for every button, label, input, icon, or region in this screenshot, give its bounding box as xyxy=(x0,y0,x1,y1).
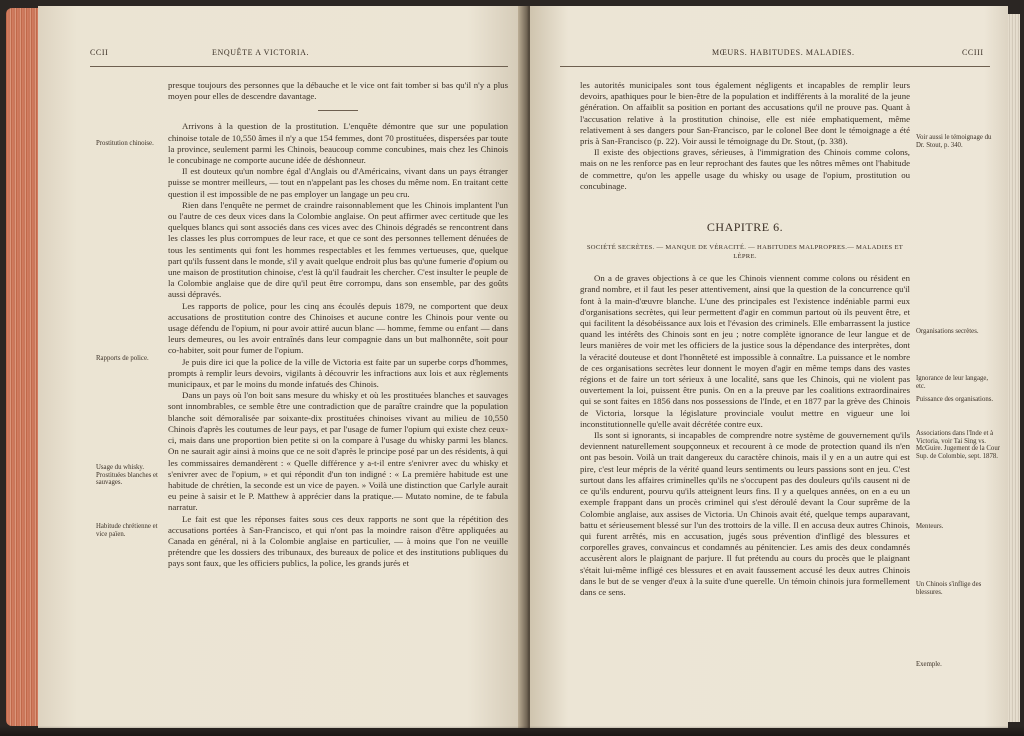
margin-note: Usage du whisky. Prostituées blanches et sauvages. xyxy=(96,464,158,487)
header-rule xyxy=(560,66,990,67)
paragraph: Rien dans l'enquête ne permet de craindre raisonnablement que les Chinois implantent l'un ou l'autre de ces deux vices dans la Colombie anglaise. On peut affirmer avec certitude que les quelques blancs qui sont associés dans ces vices avec des Chinois dégradés se rencontrent dans les classes les plus corrompues de leur race, et que ce sont des personnes tellement dénuées de tous les sentiments qui font les hommes respectables et les femmes vertueuses, que, quelque part qu'ils fussent dans le monde, s'il y avait quelque endroit plus bas qu'une fumerie d'opium ou une maison de prostitution chinoise, c'est là qu'il faudrait les chercher. C'est insulter le peuple de la Colombie anglaise que de dire qu'il peut être corrompu, dans son ensemble, par des goûts aussi dépravés. xyxy=(168,199,508,300)
margin-note: Un Chinois s'inflige des blessures. xyxy=(916,581,982,596)
chapter-title: CHAPITRE 6. xyxy=(706,220,784,235)
left-body xyxy=(168,80,508,570)
margin-note: Rapports de police. xyxy=(96,355,149,362)
paragraph: les autorités municipales sont tous également négligents et incapables de remplir leurs devoirs, apathiques pour le bien-être de la population et indifférents à la moralité de la jeune génération. On affaiblit sa position en portant des accusations qu'il ne prouve pas. Quant à l'accusation relative à la prostitution chinoise, elle est niée emphatiquement, même relativement à ses dangers pour San-Francisco, par le colonel Bee dont le témoignage a été pris à San-Francisco (p. 22). Voir aussi le témoignage du Dr. Stout, (p. 338). xyxy=(580,80,910,147)
page-edges-right xyxy=(1006,14,1020,722)
left-page xyxy=(38,6,526,728)
page-edges-left xyxy=(6,8,40,726)
margin-note: Prostitution chinoise. xyxy=(96,140,154,147)
margin-note: Exemple. xyxy=(916,661,942,668)
paragraph: Ils sont si ignorants, si incapables de comprendre notre système de gouvernement qu'ils deviennent naturellement soupçonneux et recourent à ce mode de protection quand ils n'en ont pas besoin. Voilà un trait dangereux du caractère chinois, mais il y en a un autre qui est pire, c'est leur mépris de la vérité quand leurs sentiments ou leurs passions sont en jeu. C'est surtout dans les affaires criminelles qu'ils ne s'occupent pas des douleurs qu'ils causent ni de ce qu'ils endurent, pourvu qu'ils atteignent leurs fins. Il y a quelques années, on en a eu un exemple frappant dans un procès criminel qui s'est déroulé devant la Cour suprême de la Colombie anglaise, aux assises de Victoria. Un Chinois avait été, quelque temps auparavant, battu et sérieusement blessé sur l'un des trottoirs de la ville. Il en accusa deux autres Chinois, qui furent arrêtés, mis en accusation, jugés sous prévention d'infligé des blessures et corporelles graves, convaincus et condamnés au pénitencier. Les amis des deux condamnés accusèrent alors le plaignant de parjure. Il fut prétendu au cours du procès que le plaignant s'était lui-même infligé ces blessures et en avait faussement accusé les deux autres Chinois dans le but de se venger d'eux à la suite d'une querelle. Un témoin chinois jura formellement dans ce sens. xyxy=(580,430,910,597)
margin-note: Ignorance de leur langage, etc. xyxy=(916,375,989,390)
paragraph: Dans un pays où l'on boit sans mesure du whisky et où les prostituées blanches et sauvages sont innombrables, ce semble être une contradiction que de paraître craindre que la population blanche soit démoralisée par soixante-dix prostituées chinoises vivant au milieu de 10,550 Chinois d'après les coutumes de leur pays, et par l'usage de fumer l'opium qui existe chez ceux-ci, mais dans une proportion bien petite si on la compare à l'usage du whisky parmi les blancs. On ne saurait agir ainsi à moins que ce ne soit d'après le principe posé par un des résidents, à qui les commissaires demandèrent : « Quelle différence y a-t-il entre s'enivrer avec du whisky et s'enivrer avec de l'opium, » et qui répondit d'un ton indigné : « La première habitude est une habitude de chrétien, la seconde est un vice de payen. » Voilà une distinction que Carlyle aurait eu peine à saisir et le P. Matthew à apprécier dans la pratique.— Mutato nomine, de te fabula narratur. xyxy=(168,390,508,513)
paragraph: Le fait est que les réponses faites sous ces deux rapports ne sont que la répétition des accusations portées à San-Francisco, et qui n'ont pas la moindre raison d'être appliquées au Canada en général, ni à la Colombie anglaise en particulier, — à moins que l'on ne veuille prétendre que les dossiers des tribunaux, des bureaux de police et des institutions publiques du pays sont faux, que les officiers publics, la police, les grands jurés et xyxy=(168,513,508,569)
right-page-number: CCIII xyxy=(962,48,984,57)
paragraph: Je puis dire ici que la police de la ville de Victoria est faite par un superbe corps d'hommes, prompts à remplir leurs devoirs, vigilants à découvrir les infractions aux lois et aux règlements municipaux, et par le moins du monde infatués des Chinois. xyxy=(168,356,508,390)
right-page xyxy=(530,6,1008,728)
right-body xyxy=(580,80,910,598)
margin-note: Associations dans l'Inde et à Victoria, voir Tai Sing vs. McGuire. Jugement de la Cour Sup. de Colombie, sept. 1878. xyxy=(916,430,1000,460)
header-rule xyxy=(90,66,508,67)
paragraph: On a de graves objections à ce que les Chinois viennent comme colons ou résident en grand nombre, et il faut les peser attentivement, ainsi que la question de la concurrence qu'il font à la main-d'œuvre blanche. L'une des principales est l'existence indéniable parmi eux d'organisations secrètes, qui leur permettent d'agir en commun partout où ils peuvent être, et qui facilitent la désobéissance aux lois et l'évasion des criminels. Elle embarrassent la justice quand les intérêts des Chinois sont en jeu ; notre complète ignorance de leur langue et de leurs manières de voir met les officiers de la justice sous la dépendance des interprètes, dont la véracité douteuse et dont l'honnêteté est impossible à connaître. La puissance et le nombre de ces organisations secrètes leur donnent le moyen d'agir en même temps dans des vastes régions et de faire un tort sérieux à une localité, sans que les Chinois, qui ne violent pas ouvertement la loi, puissent être punis. On en a la preuve par les coalitions extraordinaires qui se sont faites en 1856 dans nos possessions de l'Inde, et en 1877 par la grève des Chinois de Victoria, lorsque la législature provinciale voulut mettre en vigueur une loi inconstitutionnelle qu'elle avait décrétée contre eux. xyxy=(580,273,910,429)
left-running-head: ENQUÊTE A VICTORIA. xyxy=(212,48,310,57)
margin-note: Voir aussi le témoignage du Dr. Stout, p. 340. xyxy=(916,134,992,149)
right-running-head: MŒURS. HABITUDES. MALADIES. xyxy=(712,48,855,57)
left-page-number: CCII xyxy=(90,48,109,57)
margin-note: Organisations secrètes. xyxy=(916,328,979,335)
paragraph: Il est douteux qu'un nombre égal d'Anglais ou d'Américains, vivant dans un pays étranger puisse se montrer meilleurs, — tout en n'appelant pas les choses du même nom. En traitant cette question il est impossible de ne pas employer un langage un peu cru. xyxy=(168,166,508,199)
chapter-subtitle: SOCIÉTÉ SECRÈTES. — MANQUE DE VÉRACITÉ. — HABITUDES MALPROPRES.— MALADIES ET LÈPRE. xyxy=(586,244,904,261)
margin-note: Menteurs. xyxy=(916,523,944,530)
paragraph: presque toujours des personnes que la débauche et le vice ont fait tomber si bas qu'il n'y a plus moyen pour elles de descendre davantage. xyxy=(168,80,508,102)
bottom-shadow xyxy=(0,726,1024,736)
paragraph: Il existe des objections graves, sérieuses, à l'immigration des Chinois comme colons, mais on ne les renforce pas en leur reprochant des fautes que les nôtres mêmes ont l'habitude de commettre, qu'on les appelle usage du whisky ou usage de l'opium, prostitution ou concubinage. xyxy=(580,147,910,191)
section-separator xyxy=(318,110,358,111)
paragraph: Arrivons à la question de la prostitution. L'enquête démontre que sur une population chinoise totale de 10,550 âmes il n'y a que 154 femmes, dont 70 prostituées, dispersées par toute la province, seulement parmi les Chinois, beaucoup comme concubines, mais chez les Chinois le concubinage ne comporte aucune idée de déshonneur. xyxy=(168,121,508,166)
margin-note: Puissance des organisations. xyxy=(916,396,994,403)
margin-note: Habitude chrétienne et vice païen. xyxy=(96,523,158,538)
paragraph: Les rapports de police, pour les cinq ans écoulés depuis 1879, ne comportent que deux accusations de prostitution contre des Chinoises et aucune contre les Chinois pour vente ou usage défendu de l'opium, ni pour avoir attiré aucun blanc — homme, femme ou enfant — dans leurs demeures, ou les avoir entraînés dans leur compagnie dans un but malhonnête, soit pour co-habiter, soit pour fumer de l'opium. xyxy=(168,300,508,356)
